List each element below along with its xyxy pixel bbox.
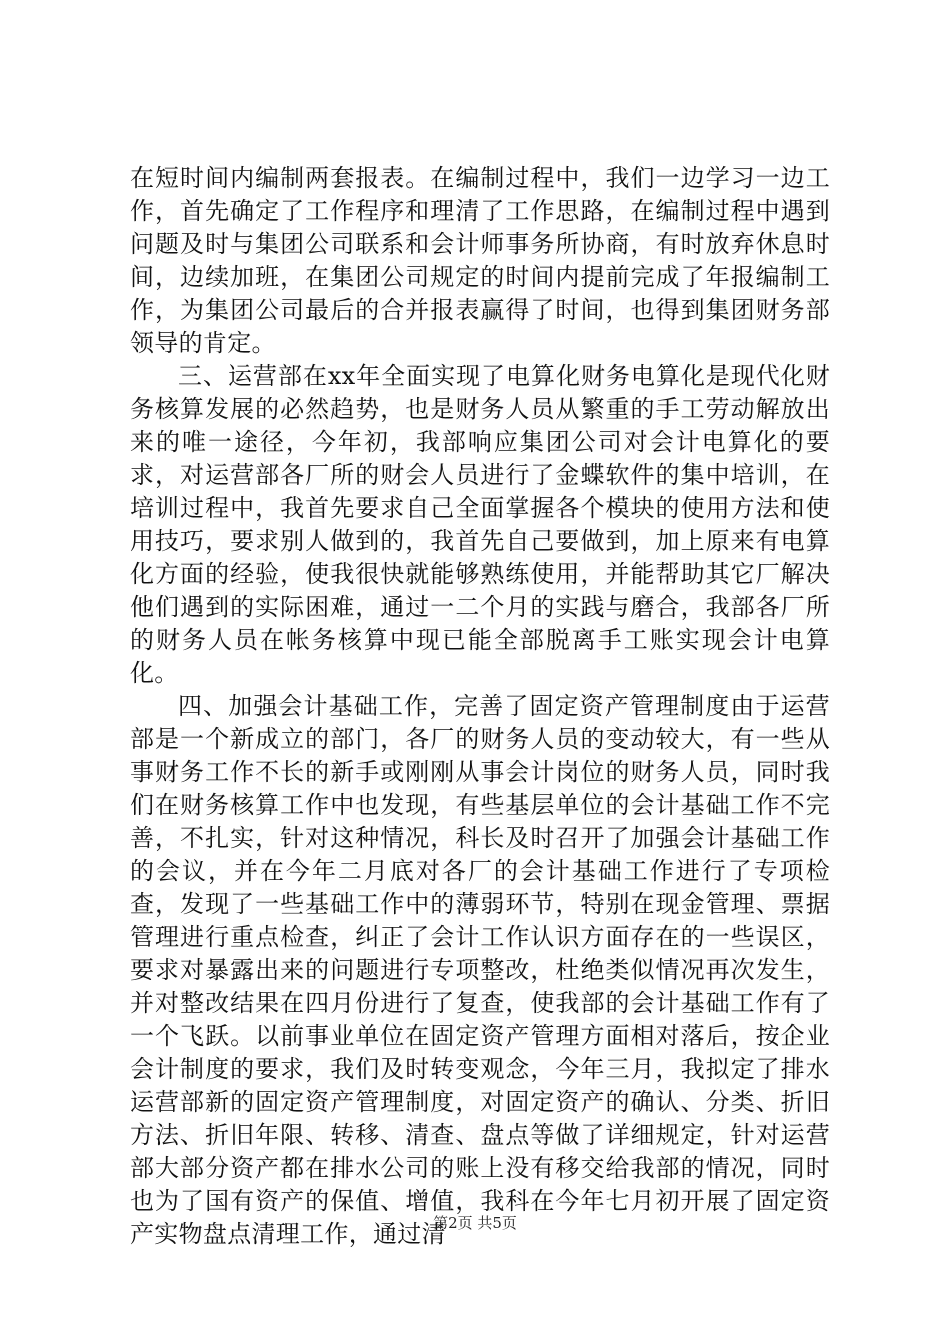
paragraph-annual-report: 在短时间内编制两套报表。在编制过程中，我们一边学习一边工作，首先确定了工作程序和理清了工作思路，在编制过程中遇到问题及时与集团公司联系和会计师事务所协商，有时放弃休息时间，边续加班，在集团公司规定的时间内提前完成了年报编制工作，为集团公司最后的合并报表赢得了时间，也得到集团财务部领导的肯定。 <box>130 164 830 357</box>
document-body <box>130 162 830 1251</box>
paragraph-accounting-foundation: 四、加强会计基础工作，完善了固定资产管理制度由于运营部是一个新成立的部门，各厂的财务人员的变动较大，有一些从事财务工作不长的新手或刚刚从事会计岗位的财务人员，同时我们在财务核算工作中也发现，有些基层单位的会计基础工作不完善，不扎实，针对这种情况，科长及时召开了加强会计基础工作的会议，并在今年二月底对各厂的会计基础工作进行了专项检查，发现了一些基础工作中的薄弱环节，特别在现金管理、票据管理进行重点检查，纠正了会计工作认识方面存在的一些误区，要求对暴露出来的问题进行专项整改，杜绝类似情况再次发生，并对整改结果在四月份进行了复查，使我部的会计基础工作有了一个飞跃。以前事业单位在固定资产管理方面相对落后，按企业会计制度的要求，我们及时转变观念，今年三月，我拟定了排水运营部新的固定资产管理制度，对固定资产的确认、分类、折旧方法、折旧年限、转移、清查、盘点等做了详细规定，针对运营部大部分资产都在排水公司的账上没有移交给我部的情况，同时也为了国有资产的保值、增值，我科在今年七月初开展了固定资产实物盘点清理工作，通过清 <box>130 692 830 1248</box>
page-number-footer: 第2页 共5页 <box>433 1214 517 1232</box>
paragraph-computerized-accounting: 三、运营部在xx年全面实现了电算化财务电算化是现代化财务核算发展的必然趋势，也是财务人员从繁重的手工劳动解放出来的唯一途径，今年初，我部响应集团公司对会计电算化的要求，对运营部各厂所的财会人员进行了金蝶软件的集中培训，在培训过程中，我首先要求自己全面掌握各个模块的使用方法和使用技巧，要求别人做到的，我首先自己要做到，加上原来有电算化方面的经验，使我很快就能够熟练使用，并能帮助其它厂解决他们遇到的实际困难，通过一二个月的实践与磨合，我部各厂所的财务人员在帐务核算中现已能全部脱离手工账实现会计电算化。 <box>130 362 830 687</box>
